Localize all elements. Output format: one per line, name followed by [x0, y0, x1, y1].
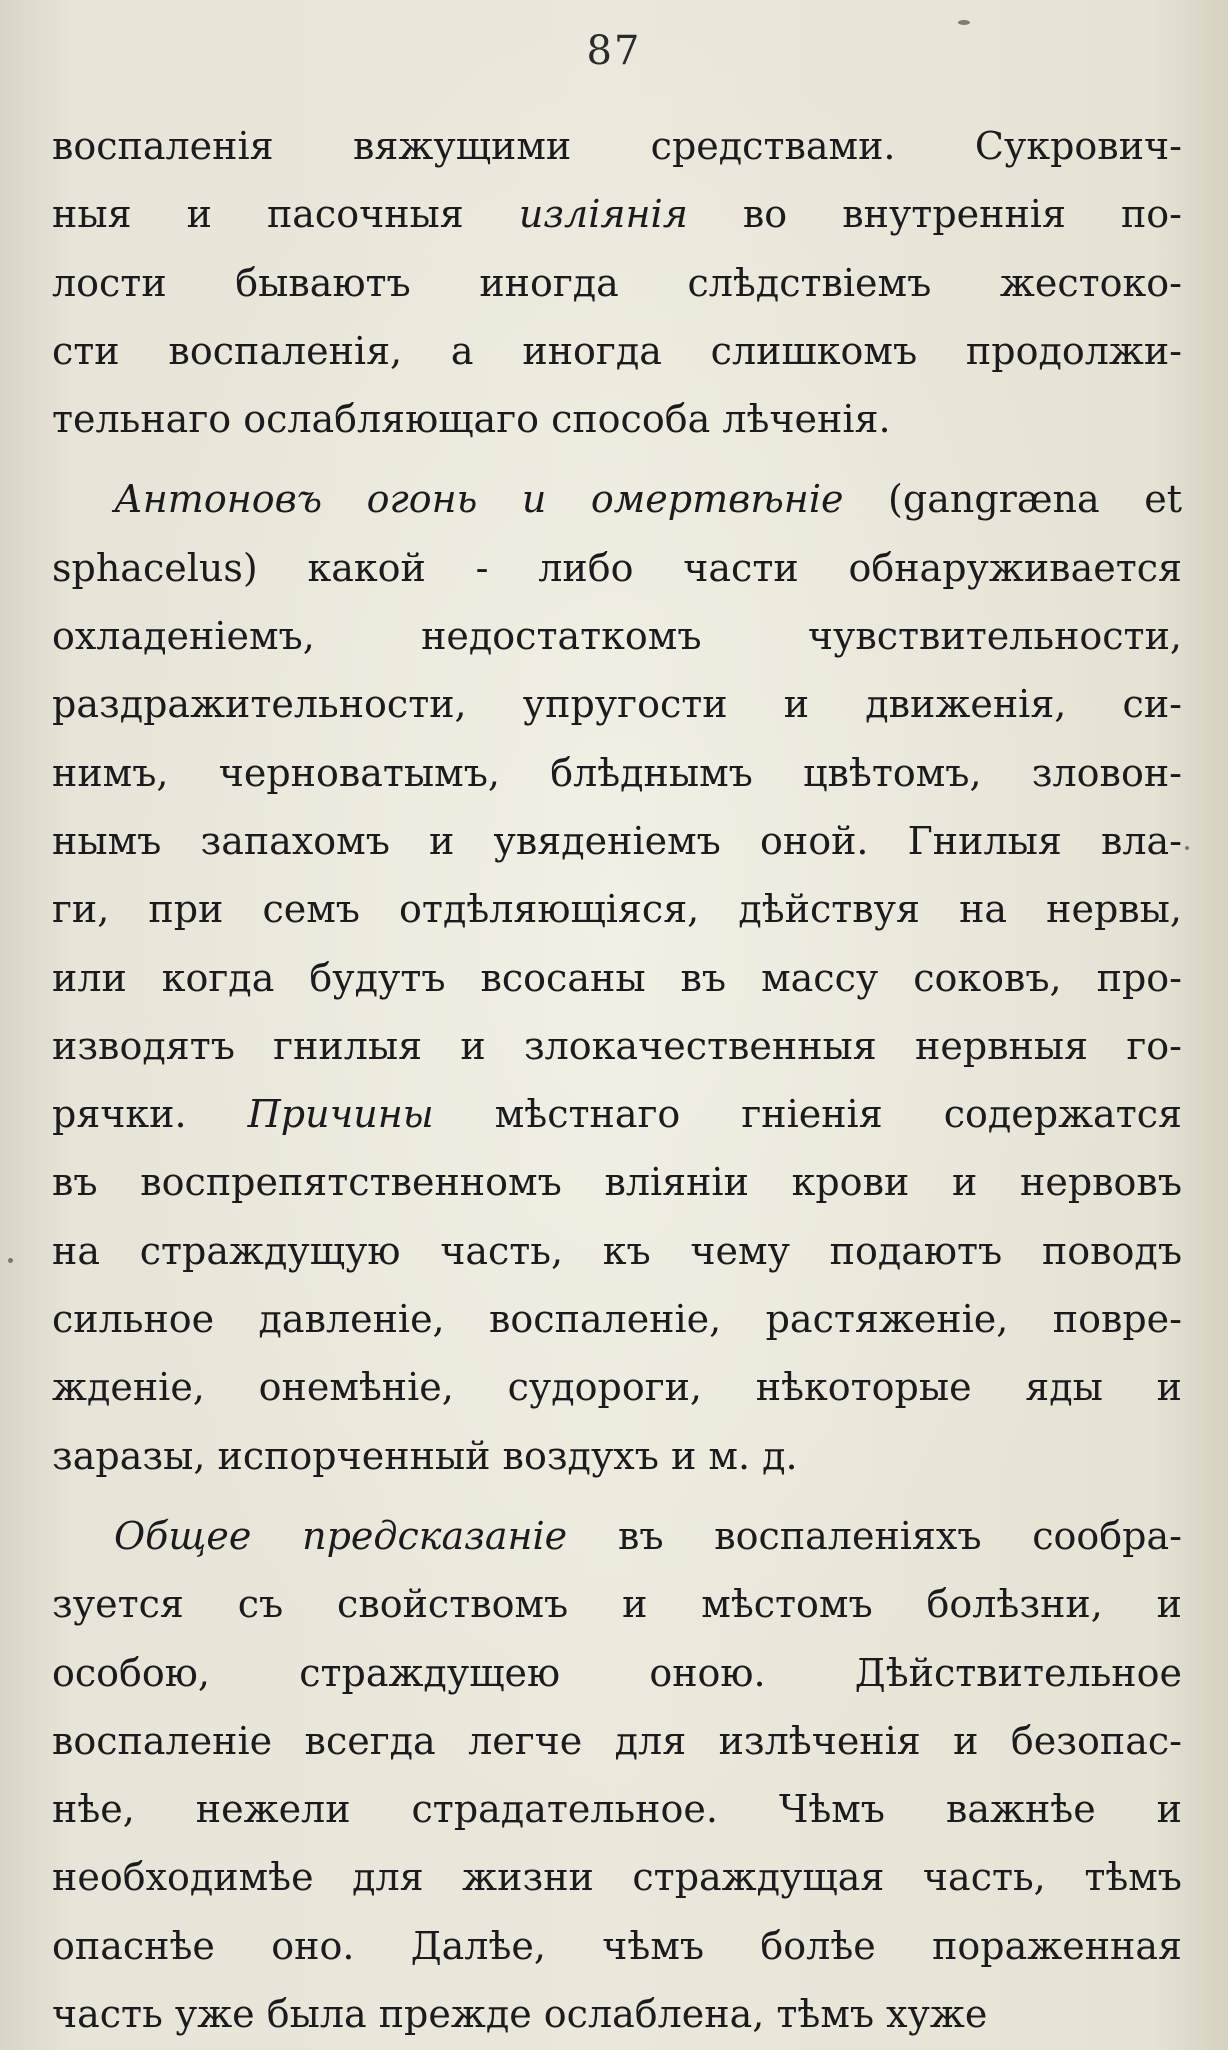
text-run: нимъ, черноватымъ, блѣднымъ цвѣтомъ, зловон-	[52, 750, 1182, 795]
text-line	[52, 1217, 1182, 1285]
text-run: ныя и пасочныя	[52, 192, 519, 237]
italic-term: Общее предсказаніе	[114, 1513, 568, 1558]
text-line	[52, 1080, 1182, 1148]
text-line	[52, 385, 1182, 453]
ink-speck	[1185, 846, 1189, 850]
text-run: воспаленія вяжущими средствами. Сукрович-	[52, 124, 1182, 168]
text-line	[52, 180, 1182, 248]
paragraph-gap	[52, 1490, 1182, 1502]
text-run: необходимѣе для жизни страждущая часть, тѣмъ	[52, 1855, 1182, 1900]
text-run: особою, страждущею оною. Дѣйствительное	[52, 1650, 1182, 1695]
text-run: сильное давленіе, воспаленіе, растяженіе, повре-	[52, 1297, 1182, 1342]
text-run: нѣе, нежели страдательное. Чѣмъ важнѣе и	[52, 1787, 1182, 1832]
text-line	[52, 465, 1182, 533]
text-run: (gangræna et	[843, 477, 1182, 522]
text-run: жденіе, онемѣніе, судороги, нѣкоторые яды и	[52, 1365, 1182, 1410]
text-line	[52, 1148, 1182, 1216]
text-line	[52, 1843, 1182, 1911]
text-line	[52, 249, 1182, 317]
text-line	[52, 1570, 1182, 1638]
text-run: часть уже была прежде ослаблена, тѣмъ хуже	[52, 1992, 988, 2037]
text-run: въ воспрепятственномъ вліяніи крови и нервовъ	[52, 1160, 1182, 1205]
text-run: во внутреннія по-	[687, 192, 1183, 237]
text-run: воспаленіе всегда легче для излѣченія и безопас-	[52, 1718, 1182, 1763]
text-line	[52, 317, 1182, 385]
text-line	[52, 875, 1182, 943]
text-line	[52, 739, 1182, 807]
text-run: или когда будутъ всосаны въ массу соковъ, про-	[52, 955, 1182, 1000]
text-run: мѣстнаго гніенія содержатся	[433, 1092, 1182, 1137]
italic-term: Причины	[247, 1092, 434, 1137]
page-number: 87	[586, 28, 642, 74]
text-run: ги, при семъ отдѣляющіяся, дѣйствуя на нервы,	[52, 887, 1182, 932]
text-run: тельнаго ослабляющаго способа лѣченія.	[52, 397, 891, 442]
text-run: заразы, испорченный воздухъ и м. д.	[52, 1433, 798, 1478]
text-line	[52, 1422, 1182, 1490]
ink-speck	[958, 20, 970, 25]
text-line	[52, 1639, 1182, 1707]
text-run: рячки.	[52, 1092, 248, 1137]
text-run: охладеніемъ, недостаткомъ чувствительности,	[52, 614, 1182, 659]
text-run: sphacelus) какой - либо части обнаруживается	[52, 545, 1182, 590]
text-run: зуется съ свойствомъ и мѣстомъ болѣзни, и	[52, 1582, 1182, 1627]
text-line	[52, 1775, 1182, 1843]
text-line	[52, 602, 1182, 670]
text-line	[52, 534, 1182, 602]
text-line	[52, 112, 1182, 180]
text-run: нымъ запахомъ и увяденіемъ оной. Гнилыя вла-	[52, 818, 1182, 863]
text-run: опаснѣе оно. Далѣе, чѣмъ болѣе пораженная	[52, 1923, 1182, 1968]
paragraph	[52, 465, 1182, 1489]
ink-speck	[8, 1258, 13, 1263]
paragraph-gap	[52, 453, 1182, 465]
text-line	[52, 1502, 1182, 1570]
text-run: въ воспаленіяхъ сообра-	[567, 1513, 1182, 1558]
paragraph	[52, 112, 1182, 453]
text-line	[52, 1353, 1182, 1421]
text-line	[52, 807, 1182, 875]
text-line	[52, 1912, 1182, 1980]
text-run: изводятъ гнилыя и злокачественныя нервныя го-	[52, 1023, 1182, 1068]
italic-term: Антоновъ огонь и омертвѣніе	[114, 477, 844, 522]
text-run: раздражительности, упругости и движенія, си-	[52, 682, 1182, 727]
text-run: лости бываютъ иногда слѣдствіемъ жестоко-	[52, 260, 1182, 305]
text-line	[52, 944, 1182, 1012]
text-line	[52, 1285, 1182, 1353]
text-line	[52, 1012, 1182, 1080]
text-line	[52, 670, 1182, 738]
text-run: сти воспаленія, а иногда слишкомъ продолжи-	[52, 328, 1182, 373]
text-run: на страждущую часть, къ чему подаютъ поводъ	[52, 1228, 1182, 1273]
italic-term: изліянія	[518, 192, 688, 237]
text-line	[52, 1707, 1182, 1775]
paragraph	[52, 1502, 1182, 2048]
text-line	[52, 1980, 1182, 2048]
page-text-body	[52, 112, 1182, 2048]
